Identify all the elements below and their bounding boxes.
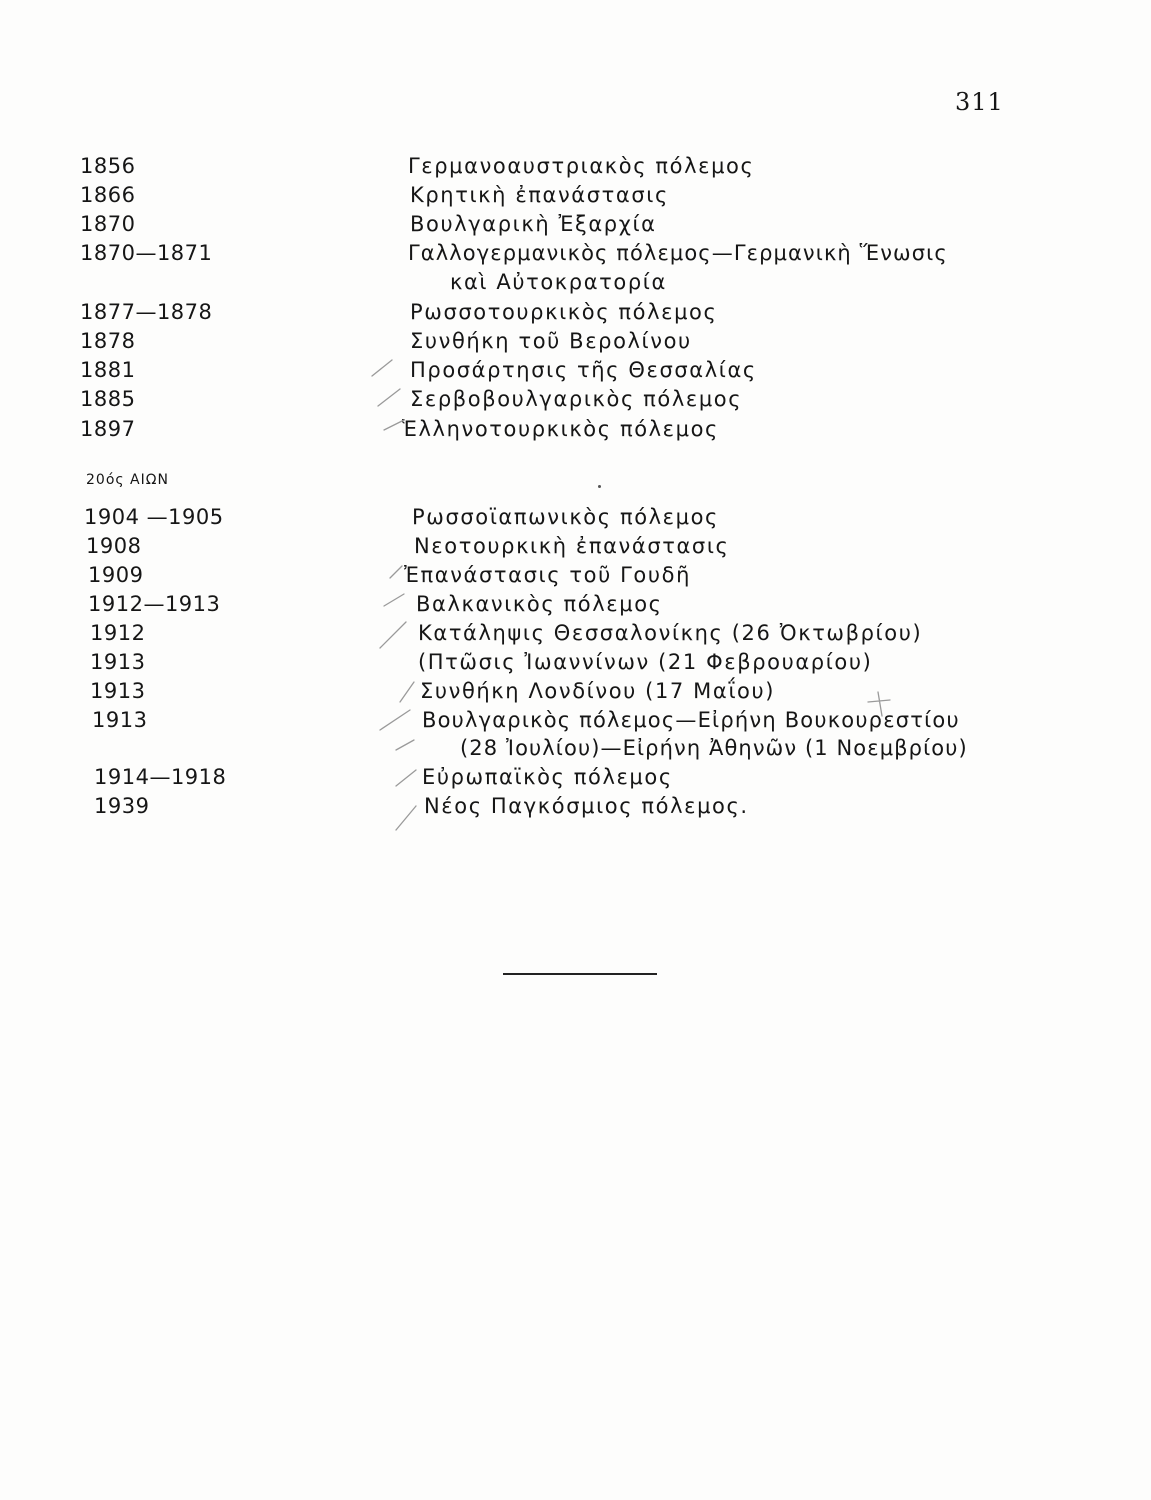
timeline-year: 1913 — [92, 708, 148, 732]
ink-dot — [598, 485, 601, 488]
timeline-row — [0, 358, 1151, 388]
timeline-year: 1870—1871 — [80, 241, 213, 265]
timeline-row — [0, 505, 1151, 535]
timeline-year: 1877—1878 — [80, 300, 213, 324]
timeline-year: 1909 — [88, 563, 144, 587]
timeline-year: 1914—1918 — [94, 765, 227, 789]
timeline-event: (Πτῶσις Ἰωαννίνων (21 Φεβρουαρίου) — [418, 650, 873, 674]
timeline-year: 1881 — [80, 358, 136, 382]
timeline-row — [0, 154, 1151, 184]
timeline-row-continuation — [0, 736, 1151, 766]
timeline-event: Εὐρωπαϊκὸς πόλεμος — [422, 765, 673, 789]
timeline-event: Γαλλογερμανικὸς πόλεμος—Γερμανικὴ Ἕνωσις — [408, 241, 948, 265]
timeline-year: 1866 — [80, 183, 136, 207]
timeline-year: 1870 — [80, 212, 136, 236]
timeline-year: 1904 —1905 — [84, 505, 224, 529]
timeline-year: 1856 — [80, 154, 136, 178]
timeline-event: Ἐπανάστασις τοῦ Γουδῆ — [404, 563, 691, 587]
timeline-row — [0, 212, 1151, 242]
timeline-event: Βουλγαρικὴ Ἐξαρχία — [410, 212, 657, 236]
timeline-year: 1912 — [90, 621, 146, 645]
timeline-event: Κατάληψις Θεσσαλονίκης (26 Ὀκτωβρίου) — [418, 621, 923, 645]
timeline-event-continuation: καὶ Αὐτοκρατορία — [450, 270, 667, 294]
century-heading: 20ός ΑΙΩΝ — [86, 472, 169, 488]
timeline-year: 1939 — [94, 794, 150, 818]
timeline-event: Βαλκανικὸς πόλεμος — [416, 592, 663, 616]
timeline-row — [0, 621, 1151, 651]
timeline-event: Προσάρτησις τῆς Θεσσαλίας — [410, 358, 757, 382]
timeline-event: Γερμανοαυστριακὸς πόλεμος — [408, 154, 755, 178]
timeline-row — [0, 650, 1151, 680]
timeline-event-continuation: (28 Ἰουλίου)—Εἰρήνη Ἀθηνῶν (1 Νοεμβρίου) — [460, 736, 968, 760]
section-end-rule — [503, 973, 657, 975]
timeline-year: 1897 — [80, 417, 136, 441]
timeline-row — [0, 592, 1151, 622]
timeline-year: 1913 — [90, 650, 146, 674]
timeline-year: 1885 — [80, 387, 136, 411]
timeline-event: Σερβοβουλγαρικὸς πόλεμος — [410, 387, 743, 411]
timeline-event: Συνθήκη τοῦ Βερολίνου — [410, 329, 692, 353]
timeline-year: 1908 — [86, 534, 142, 558]
timeline-row — [0, 329, 1151, 359]
timeline-year: 1912—1913 — [88, 592, 221, 616]
timeline-row — [0, 300, 1151, 330]
timeline-event: Νέος Παγκόσμιος πόλεμος. — [424, 794, 749, 818]
timeline-event: Νεοτουρκικὴ ἐπανάστασις — [414, 534, 730, 558]
timeline-event: Ρωσσοτουρκικὸς πόλεμος — [410, 300, 718, 324]
timeline-row — [0, 679, 1151, 709]
timeline-row — [0, 534, 1151, 564]
timeline-event: Βουλγαρικὸς πόλεμος—Εἰρήνη Βουκουρεστίου — [422, 708, 960, 732]
page-number: 311 — [955, 88, 1004, 116]
timeline-year: 1913 — [90, 679, 146, 703]
timeline-event: Συνθήκη Λονδίνου (17 Μαΐου) — [420, 679, 776, 703]
timeline-row — [0, 708, 1151, 738]
timeline-event: Ἑλληνοτουρκικὸς πόλεμος — [402, 417, 719, 441]
timeline-row — [0, 183, 1151, 213]
timeline-row — [0, 417, 1151, 447]
timeline-row — [0, 387, 1151, 417]
timeline-row — [0, 563, 1151, 593]
timeline-event: Ρωσσοϊαπωνικὸς πόλεμος — [412, 505, 719, 529]
timeline-year: 1878 — [80, 329, 136, 353]
timeline-row — [0, 794, 1151, 824]
timeline-row — [0, 241, 1151, 271]
timeline-row-continuation — [0, 270, 1151, 300]
timeline-event: Κρητικὴ ἐπανάστασις — [410, 183, 669, 207]
timeline-row — [0, 765, 1151, 795]
